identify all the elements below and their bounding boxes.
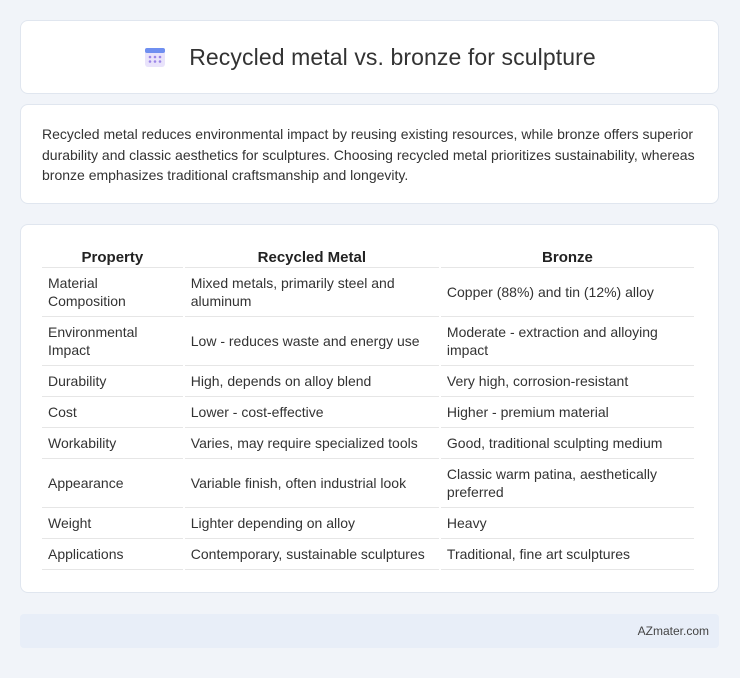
column-header-recycled-metal: Recycled Metal	[185, 246, 439, 268]
bronze-cell: Moderate - extraction and alloying impact	[441, 317, 694, 366]
bronze-cell: Good, traditional sculpting medium	[441, 428, 694, 459]
bronze-cell: Copper (88%) and tin (12%) alloy	[441, 268, 694, 317]
property-cell: Applications	[42, 539, 183, 570]
recycled-metal-cell: Varies, may require specialized tools	[185, 428, 439, 459]
bronze-cell: Classic warm patina, aesthetically preferred	[441, 459, 694, 508]
bronze-cell: Heavy	[441, 508, 694, 539]
table-row	[42, 397, 694, 428]
recycled-metal-cell: Lower - cost-effective	[185, 397, 439, 428]
property-cell: Material Composition	[42, 268, 183, 317]
comparison-table-card	[20, 224, 719, 593]
table-row	[42, 539, 694, 570]
footer-bar	[20, 614, 719, 648]
intro-card	[20, 104, 719, 204]
footer-site-name: AZmater.com	[637, 624, 709, 638]
recycled-metal-cell: Low - reduces waste and energy use	[185, 317, 439, 366]
page-title: Recycled metal vs. bronze for sculpture	[189, 43, 596, 70]
table-row	[42, 508, 694, 539]
property-cell: Durability	[42, 366, 183, 397]
recycled-metal-cell: Mixed metals, primarily steel and aluminum	[185, 268, 439, 317]
recycled-metal-cell: Variable finish, often industrial look	[185, 459, 439, 508]
intro-paragraph: Recycled metal reduces environmental impact by reusing existing resources, while bronze offers superior durability and classic aesthetics for sculptures. Choosing recycled metal prioritizes sustainability, whereas bronze emphasizes traditional craftsmanship and longevity.	[42, 126, 695, 183]
property-cell: Weight	[42, 508, 183, 539]
table-header-row	[42, 246, 694, 268]
property-cell: Cost	[42, 397, 183, 428]
property-cell: Environmental Impact	[42, 317, 183, 366]
column-header-bronze: Bronze	[441, 246, 694, 268]
table-row	[42, 268, 694, 317]
table-row	[42, 366, 694, 397]
recycled-metal-cell: Contemporary, sustainable sculptures	[185, 539, 439, 570]
title-card	[20, 20, 719, 94]
table-row	[42, 317, 694, 366]
property-cell: Workability	[42, 428, 183, 459]
recycled-metal-cell: High, depends on alloy blend	[185, 366, 439, 397]
calendar-icon	[143, 45, 167, 69]
recycled-metal-cell: Lighter depending on alloy	[185, 508, 439, 539]
table-row	[42, 459, 694, 508]
property-cell: Appearance	[42, 459, 183, 508]
comparison-table	[40, 246, 696, 570]
table-row	[42, 428, 694, 459]
column-header-property: Property	[42, 246, 183, 268]
bronze-cell: Higher - premium material	[441, 397, 694, 428]
bronze-cell: Very high, corrosion-resistant	[441, 366, 694, 397]
bronze-cell: Traditional, fine art sculptures	[441, 539, 694, 570]
